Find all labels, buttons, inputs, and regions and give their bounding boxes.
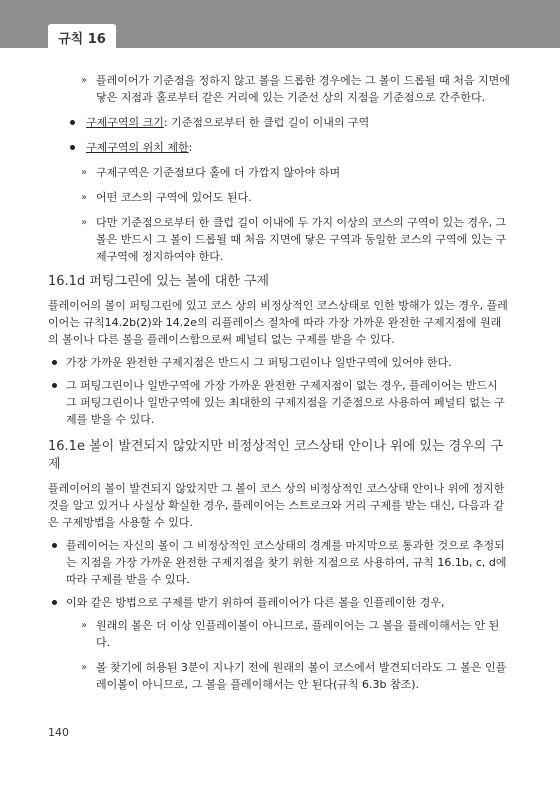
bullet-item: 이와 같은 방법으로 구제를 받기 위하여 플레이어가 다른 볼을 인플레이한 경우, (48, 594, 510, 611)
bullet-item: 구제구역의 위치 제한: (48, 139, 510, 156)
arrow-item: » 볼 찾기에 허용된 3분이 지나기 전에 원래의 볼이 코스에서 발견되더라도 그 볼은 인플레이볼이 아니므로, 그 볼을 플레이해서는 안 된다(규칙 6.3b 참조). (81, 661, 507, 691)
bullet-icon (52, 543, 57, 548)
arrow-icon: » (81, 620, 88, 631)
paragraph: 플레이어의 볼이 발견되지 않았지만 그 볼이 코스 상의 비정상적인 코스상태 안이나 위에 정지한 것을 알고 있거나 사실상 확실한 경우, 플레이어는 스트로크와 거리 구제를 받는 대신, 다음과 같은 구제방법을 사용할 수 있다. (48, 482, 505, 529)
bullet-item: 가장 가까운 완전한 구제지점은 반드시 그 퍼팅그린이나 일반구역에 있어야 한다. (48, 354, 510, 371)
arrow-icon: » (81, 75, 88, 86)
page-number: 140 (48, 726, 69, 739)
arrow-icon: » (81, 192, 88, 203)
bullet-icon (52, 383, 57, 388)
paragraph: 플레이어의 볼이 퍼팅그린에 있고 코스 상의 비정상적인 코스상태로 인한 방해가 있는 경우, 플레이어는 규칙14.2b(2)와 14.2e의 리플레이스 절차에 따라 가장 가까운 완전한 구제지점에 원래의 볼이나 다른 볼을 플레이스함으로써 페널티 없는 구제를 받을 수 있다. (48, 299, 508, 346)
arrow-item: » 구제구역은 기준점보다 홀에 더 가깝지 않아야 하며 (81, 166, 341, 179)
bullet-item: 구제구역의 크기: 기준점으로부터 한 클럽 길이 이내의 구역 (48, 114, 510, 131)
rule-tab: 규칙 16 (48, 24, 116, 50)
bullet-icon (52, 600, 57, 605)
bullet-icon (70, 120, 75, 125)
arrow-icon: » (81, 217, 88, 228)
section-heading-16-1d: 16.1d 퍼팅그린에 있는 볼에 대한 구제 (48, 274, 270, 289)
arrow-icon: » (81, 662, 88, 673)
bullet-icon (70, 145, 75, 150)
arrow-item: » 원래의 볼은 더 이상 인플레이볼이 아니므로, 플레이어는 그 볼을 플레이해서는 안 된다. (81, 619, 500, 649)
arrow-icon: » (81, 167, 88, 178)
arrow-item: » 어떤 코스의 구역에 있어도 된다. (81, 191, 252, 204)
bullet-item: 그 퍼팅그린이나 일반구역에 가장 가까운 완전한 구제지점이 없는 경우, 플레이어는 반드시 그 퍼팅그린이나 일반구역에 있는 최대한의 구제지점을 기준점으로 사용하여 페널티 없는 구제를 받을 수 있다. (48, 377, 510, 428)
arrow-item: » 다만 기준점으로부터 한 클럽 길이 이내에 두 가지 이상의 코스의 구역이 있는 경우, 그 볼은 반드시 그 볼이 드롭될 때 처음 지면에 닿은 구역과 동일한 코스의 구역에 있는 구제구역에 정지하여야 한다. (81, 216, 507, 263)
section-heading-16-1e: 16.1e 볼이 발견되지 않았지만 비정상적인 코스상태 안이나 위에 있는 경우의 구제 (48, 439, 504, 472)
bullet-icon (52, 360, 57, 365)
page-content (48, 62, 510, 701)
bullet-item: 플레이어는 자신의 볼이 그 비정상적인 코스상태의 경계를 마지막으로 통과한 것으로 추정되는 지점을 가장 가까운 완전한 구제지점을 찾기 위한 지점으로 사용하여, 규칙 16.1b, c, d에 따라 구제를 받을 수 있다. (48, 537, 510, 588)
arrow-item: » 플레이어가 기준점을 정하지 않고 볼을 드롭한 경우에는 그 볼이 드롭될 때 처음 지면에 닿은 지점과 홀로부터 같은 거리에 있는 기준선 상의 지점을 기준점으로 간주한다. (81, 74, 510, 104)
